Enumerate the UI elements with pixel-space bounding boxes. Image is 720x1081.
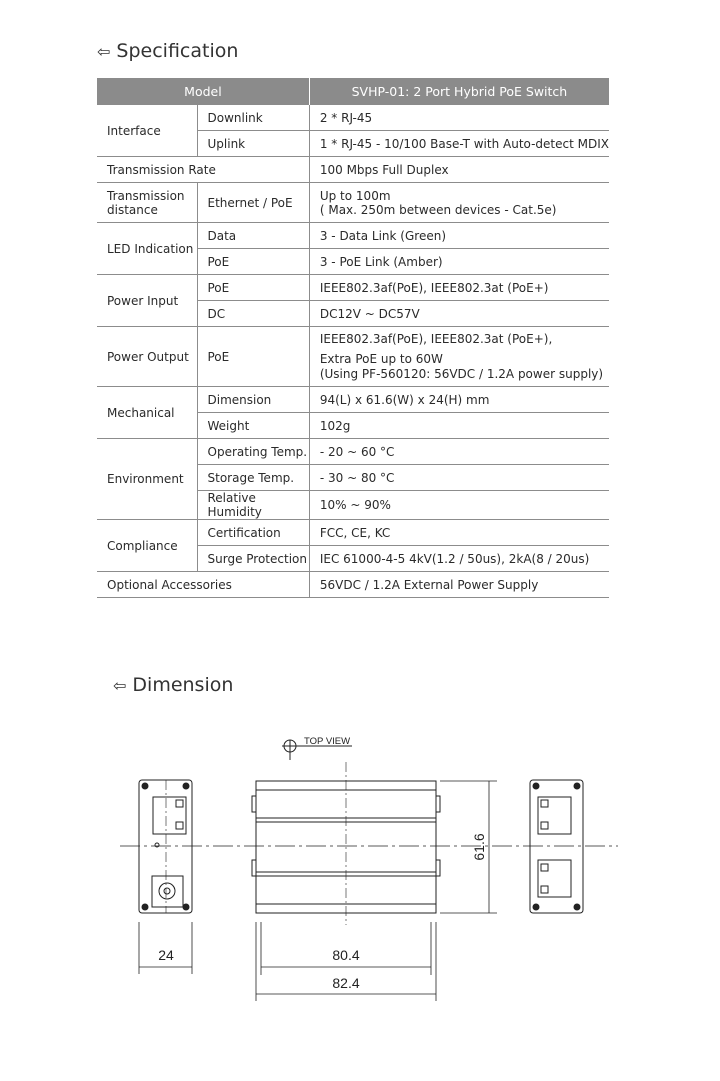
table-row — [97, 387, 609, 413]
table-row — [97, 572, 609, 598]
back-arrow-icon: ⇦ — [97, 41, 111, 61]
width-dimension-24 — [139, 922, 192, 974]
value-line: Extra PoE up to 60W — [319, 351, 443, 366]
row-value — [309, 183, 609, 223]
row-label: Relative Humidity — [197, 491, 309, 520]
table-row — [97, 223, 609, 249]
row-label: Weight — [197, 413, 309, 439]
top-view-symbol — [282, 740, 352, 760]
row-value: - 30 ~ 80 °C — [309, 465, 609, 491]
row-value: 2 * RJ-45 — [309, 105, 609, 131]
table-row — [97, 439, 609, 465]
row-category: Power Input — [97, 275, 197, 327]
outer-length-label: 82.4 — [332, 975, 360, 991]
row-category — [97, 183, 197, 223]
table-row — [97, 105, 609, 131]
width-label: 24 — [158, 947, 174, 963]
row-label: Operating Temp. — [197, 439, 309, 465]
row-category: Optional Accessories — [97, 572, 309, 598]
row-value: 100 Mbps Full Duplex — [309, 157, 609, 183]
row-label: PoE — [197, 327, 309, 387]
row-category: Interface — [97, 105, 197, 157]
header-model: Model — [97, 78, 309, 105]
top-view-body — [252, 762, 440, 925]
value-line: IEEE802.3af(PoE), IEEE802.3at (PoE+), — [319, 331, 553, 346]
height-label: 61.6 — [471, 833, 487, 861]
specification-table — [97, 78, 609, 598]
header-product: SVHP-01: 2 Port Hybrid PoE Switch — [309, 78, 609, 105]
left-end-view — [139, 780, 192, 913]
table-row — [97, 157, 609, 183]
row-category: LED Indication — [97, 223, 197, 275]
row-category: Compliance — [97, 520, 197, 572]
dimension-title: Dimension — [132, 674, 234, 696]
row-value: FCC, CE, KC — [309, 520, 609, 546]
row-label: PoE — [197, 249, 309, 275]
right-end-view — [530, 780, 583, 913]
row-category: Environment — [97, 439, 197, 520]
row-label: Certification — [197, 520, 309, 546]
row-label: PoE — [197, 275, 309, 301]
category-line: Transmission — [107, 188, 185, 203]
row-category: Transmission Rate — [97, 157, 309, 183]
table-header-row — [97, 78, 609, 105]
category-line: distance — [107, 202, 158, 217]
row-value: 3 - PoE Link (Amber) — [309, 249, 609, 275]
table-row — [97, 275, 609, 301]
top-view-label: TOP VIEW — [304, 736, 351, 747]
row-value: DC12V ~ DC57V — [309, 301, 609, 327]
table-row — [97, 327, 609, 387]
height-dimension-61-6 — [440, 781, 497, 913]
table-row — [97, 520, 609, 546]
row-value: IEC 61000-4-5 4kV(1.2 / 50us), 2kA(8 / 20us) — [309, 546, 609, 572]
row-value: 3 - Data Link (Green) — [309, 223, 609, 249]
row-value — [309, 327, 609, 387]
row-value: IEEE802.3af(PoE), IEEE802.3at (PoE+) — [309, 275, 609, 301]
row-value: 1 * RJ-45 - 10/100 Base-T with Auto-detect MDIX — [309, 131, 609, 157]
inner-length-label: 80.4 — [332, 947, 360, 963]
row-value: 56VDC / 1.2A External Power Supply — [309, 572, 609, 598]
row-category: Mechanical — [97, 387, 197, 439]
table-row — [97, 183, 609, 223]
row-value: 94(L) x 61.6(W) x 24(H) mm — [309, 387, 609, 413]
row-label: Surge Protection — [197, 546, 309, 572]
row-value: 10% ~ 90% — [309, 491, 609, 520]
value-line: Up to 100m — [319, 188, 391, 203]
specification-title: Specification — [116, 40, 239, 62]
row-label: Data — [197, 223, 309, 249]
row-label: Storage Temp. — [197, 465, 309, 491]
row-label: DC — [197, 301, 309, 327]
row-label: Dimension — [197, 387, 309, 413]
specification-heading — [97, 40, 238, 62]
value-line: (Using PF-560120: 56VDC / 1.2A power supply) — [319, 366, 604, 381]
length-dimension-80-4 — [256, 922, 436, 1001]
row-value: - 20 ~ 60 °C — [309, 439, 609, 465]
dimension-heading — [113, 674, 233, 696]
row-label: Uplink — [197, 131, 309, 157]
row-label: Ethernet / PoE — [197, 183, 309, 223]
row-value: 102g — [309, 413, 609, 439]
row-label: Downlink — [197, 105, 309, 131]
value-line: ( Max. 250m between devices - Cat.5e) — [319, 202, 557, 217]
back-arrow-icon: ⇦ — [113, 675, 127, 695]
row-category: Power Output — [97, 327, 197, 387]
